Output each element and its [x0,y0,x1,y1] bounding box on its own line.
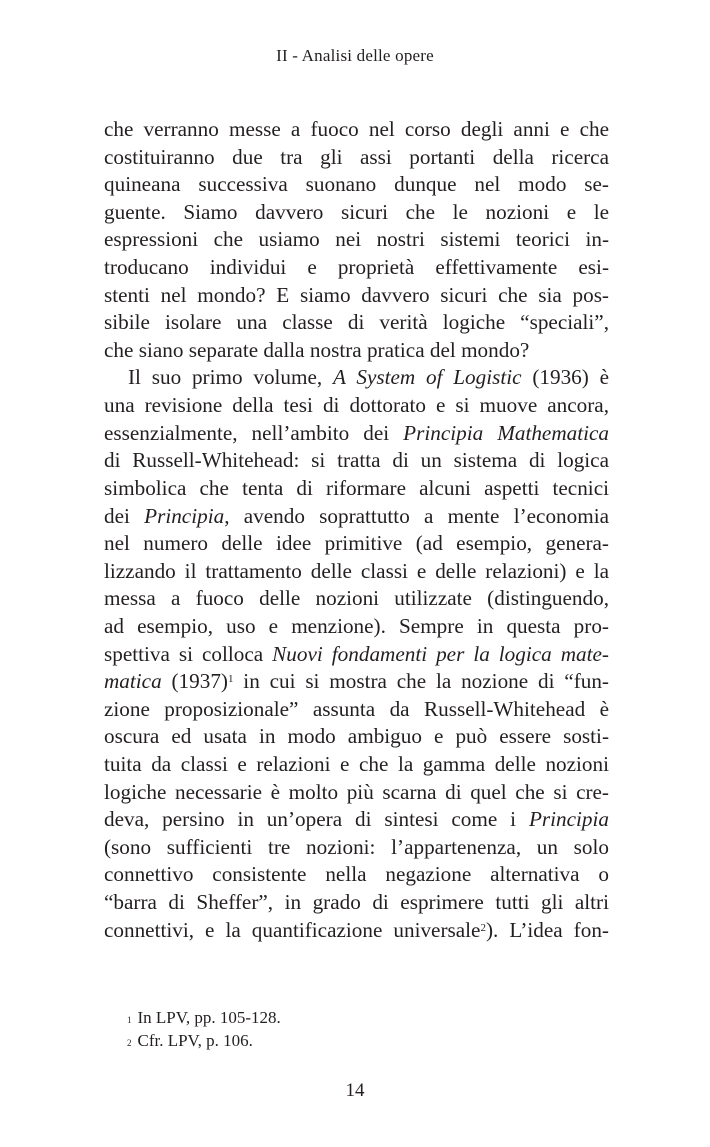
text-line [104,668,609,696]
body-text [104,116,609,944]
italic-title: A System of Logistic [333,365,522,390]
text-run: che verranno messe a fuoco nel corso degli anni e che [104,117,609,141]
footnotes [127,1006,281,1052]
footnote-text: Cfr. LPV, p. 106. [137,1031,253,1050]
text-run: (sono sufficienti tre nozioni: l’appartenenza, un solo [104,834,609,859]
text-line [104,889,609,917]
text-line [104,530,609,558]
text-run: ad esempio, uso e menzione). Sempre in questa pro- [104,613,609,638]
footnote-1 [127,1006,281,1029]
text-line [104,199,609,227]
italic-title: Principia [528,807,609,832]
text-run: ). L’idea fon- [485,917,609,942]
text-line [104,558,609,586]
text-run: lizzando il trattamento delle classi e delle relazioni) e la [104,558,609,583]
italic-title: Principia [144,503,225,528]
text-run: che siano separate dalla nostra pratica del mondo? [104,337,530,362]
text-run: oscura ed usata in modo ambiguo e può essere sosti- [104,724,609,749]
text-run: costituiranno due tra gli assi portanti della ricerca [104,144,609,169]
text-run: simbolica che tenta di riformare alcuni aspetti tecnici [104,475,609,500]
text-line [104,171,609,199]
text-line [104,420,609,448]
text-run: quineana successiva suonano dunque nel modo se- [104,172,609,197]
page-number: 14 [345,1080,365,1101]
text-line [104,779,609,807]
footnote-text: In LPV, pp. 105-128. [137,1008,281,1027]
text-line [104,723,609,751]
text-line [104,834,609,862]
footnote-reference: 1 [227,673,234,686]
text-line [104,696,609,724]
text-line [104,751,609,779]
text-run: , avendo soprattutto a mente l’economia [224,503,609,528]
running-head: II - Analisi delle opere [276,46,434,65]
text-run: di Russell-Whitehead: si tratta di un sistema di logica [104,448,609,473]
text-run: sibile isolare una classe di verità logiche “speciali”, [104,310,609,335]
italic-title: Nuovi fondamenti per la logica mate- [272,641,609,666]
text-line [104,337,609,365]
text-run: deva, persino in un’opera di sintesi come i [104,807,529,832]
footnote-2 [127,1029,281,1052]
text-run: connettivi, e la quantificazione universale [104,917,481,942]
text-run: “barra di Sheffer”, in grado di esprimere tutti gli altri [104,890,609,915]
text-line [104,282,609,310]
footnote-marker: 2 [127,1038,132,1048]
italic-title: matica [104,669,162,694]
text-run: essenzialmente, nell’ambito dei [104,420,404,445]
italic-title: Principia Mathematica [403,420,609,445]
footnote-marker: 1 [127,1015,132,1025]
footnote-reference: 2 [480,921,486,934]
text-line [104,861,609,889]
text-run: nel numero delle idee primitive (ad esempio, genera- [104,531,609,556]
text-line [104,503,609,531]
text-run: (1937) [161,669,228,694]
text-run: una revisione della tesi di dottorato e si muove ancora, [104,393,609,418]
text-run: connettivo consistente nella negazione alternativa o [104,862,609,887]
text-run: tuita da classi e relazioni e che la gamma delle nozioni [104,752,609,777]
text-line [104,364,609,392]
text-line [104,254,609,282]
text-run: espressioni che usiamo nei nostri sistemi teorici in- [104,227,609,252]
text-line [104,447,609,475]
text-run: (1936) è [521,365,610,390]
text-run: spettiva si colloca [104,641,273,666]
text-run: in cui si mostra che la nozione di “fun- [233,669,609,694]
text-line [104,116,609,144]
text-line [104,585,609,613]
text-run: Il suo primo volume, [128,365,333,390]
text-line [104,475,609,503]
text-run: dei [104,503,145,528]
text-run: guente. Siamo davvero sicuri che le nozioni e le [104,199,609,224]
text-line [104,806,609,834]
text-line [104,613,609,641]
text-line [104,309,609,337]
text-line [104,641,609,669]
text-run: logiche necessarie è molto più scarna di quel che si cre- [104,779,609,804]
text-line [104,917,609,945]
text-run: troducano individui e proprietà effettivamente esi- [104,255,609,280]
text-run: zione proposizionale” assunta da Russell-Whitehead è [104,696,609,721]
text-line [104,392,609,420]
text-run: messa a fuoco delle nozioni utilizzate (distinguendo, [104,586,609,611]
text-line [104,226,609,254]
text-line [104,144,609,172]
text-run: stenti nel mondo? E siamo davvero sicuri che sia pos- [104,282,609,307]
